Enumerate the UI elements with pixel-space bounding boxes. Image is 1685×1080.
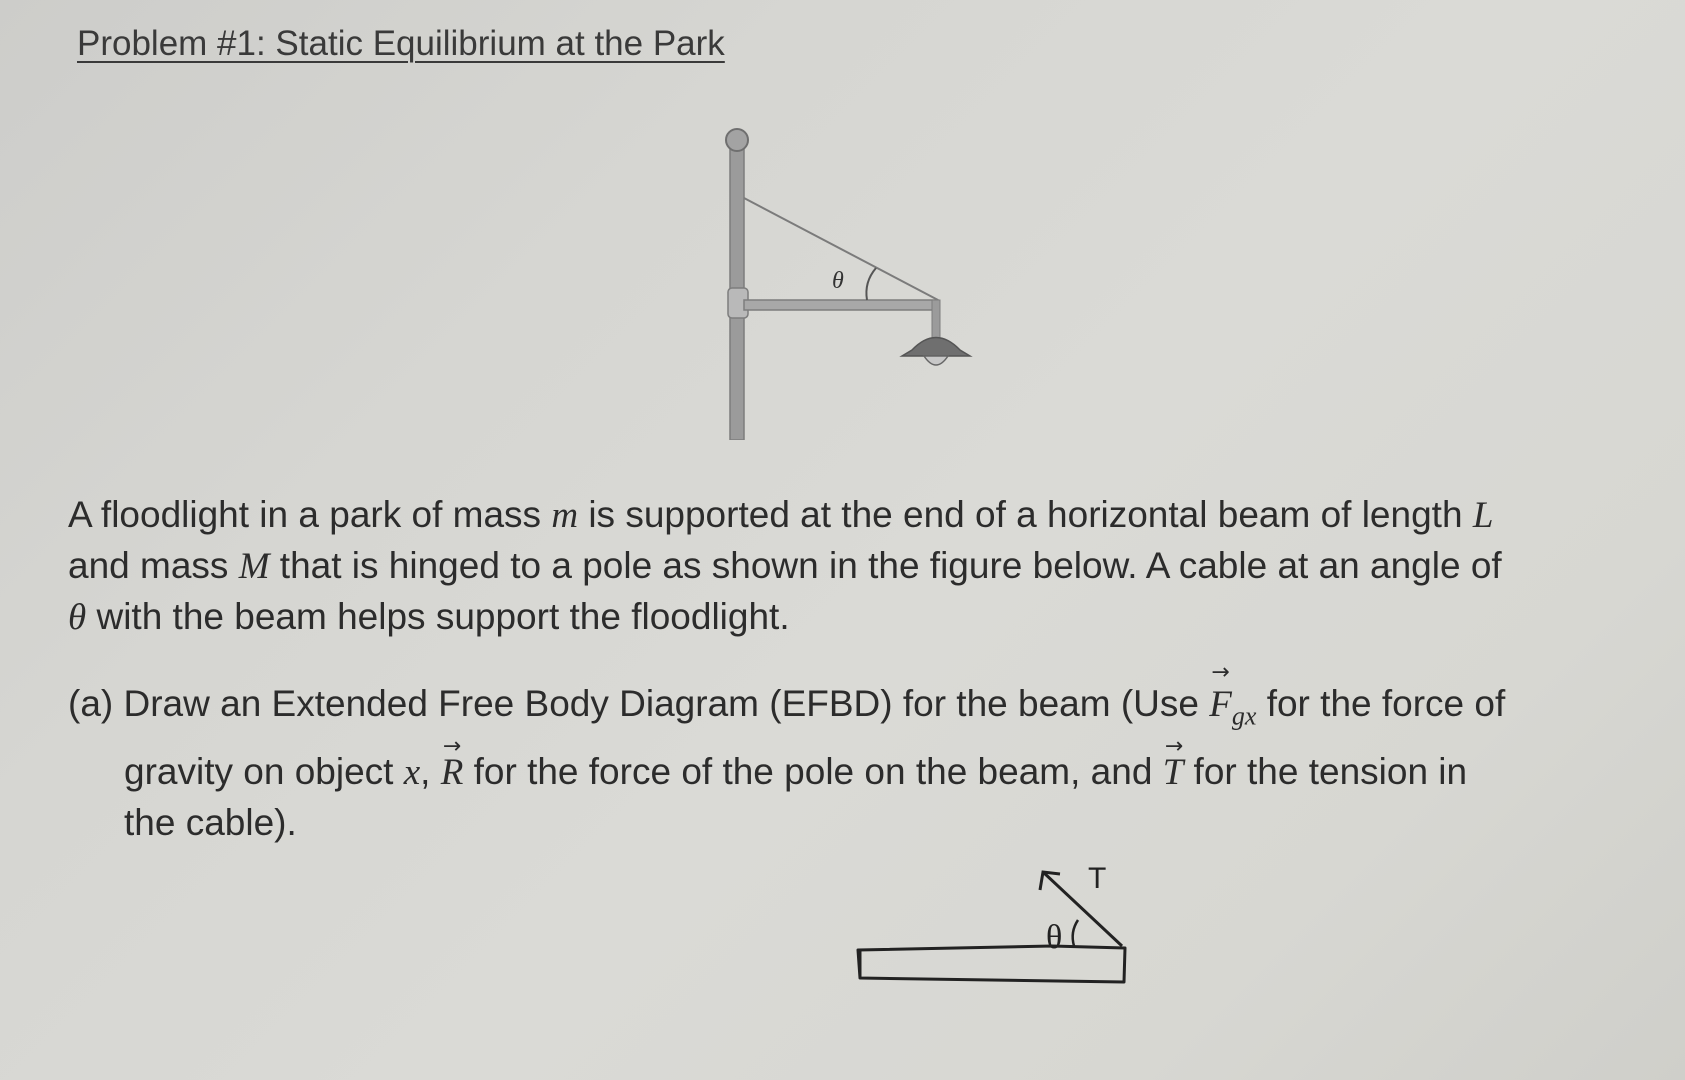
lamp-shade [902,338,970,357]
sketch-angle-arc [1073,920,1078,946]
problem-title: Problem #1: Static Equilibrium at the Park [77,24,725,63]
sketch-angle-label: θ [1046,919,1063,956]
length-L-symbol: L [1472,495,1494,536]
statement-line-2: and mass M that is hinged to a pole as shown in the figure below. A cable at an angle of [68,545,1502,587]
handdrawn-efbd-sketch [840,850,1140,1010]
force-R-vector: → R [440,734,464,794]
sketch-tension-label: T [1088,862,1107,895]
vector-arrow-icon: → [442,734,462,760]
lamp-bulb [924,356,948,365]
angle-label: θ [832,268,844,294]
vector-arrow-icon: → [1211,660,1230,685]
floodlight-figure [680,120,1000,440]
mass-M-symbol: M [238,546,270,587]
vector-arrow-icon: → [1164,734,1184,760]
tension-T-vector: → T [1162,734,1184,794]
problem-statement [68,490,1628,643]
theta-symbol: θ [68,597,87,638]
arrow-head-icon [1040,872,1060,890]
pole-cap [726,129,748,151]
question-a-line-2: gravity on object x, → R for the force of the pole on the beam, and → T for the tension in [68,747,1638,798]
sketch-beam [858,946,1125,982]
question-a [68,660,1638,848]
lamp-hanger [932,300,940,338]
statement-line-1: A floodlight in a park of mass m is supported at the end of a horizontal beam of length L [68,494,1494,536]
statement-line-3: θ with the beam helps support the floodlight. [68,596,790,638]
force-gravity-vector: → $F_{gx}$ [1209,660,1257,731]
question-a-line-1: (a) Draw an Extended Free Body Diagram (EFBD) for the beam (Use → $F_{gx}$ for the force of [68,673,1638,747]
mass-m-symbol: m [551,495,579,536]
object-x-symbol: x [403,752,421,794]
angle-arc [866,268,876,300]
question-a-line-3: the cable). [124,802,297,844]
beam [744,300,938,310]
